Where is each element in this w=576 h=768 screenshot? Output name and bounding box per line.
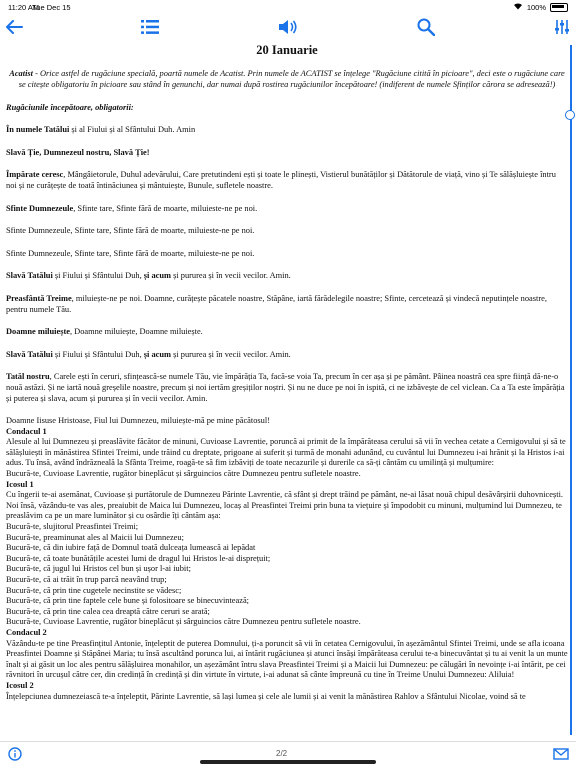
status-time: 11:20 AM <box>8 3 40 12</box>
back-arrow-icon <box>5 20 23 34</box>
mail-icon[interactable] <box>553 747 569 765</box>
icos-line: Bucură-te, Cuvioase Lavrentie, rugător bineplăcut și sârguincios către Dumnezeu pentru sufletele noastre. <box>6 617 361 627</box>
icos-line: Bucură-te, că prin tine cugetele necinstite se vădesc; <box>6 585 182 595</box>
condac-refrain: Bucură-te, Cuvioase Lavrentie, rugător bineplăcut și sârguincios către Dumnezeu pentru sufletele noastre. <box>6 469 361 479</box>
icos-line: Bucură-te, preaminunat ales al Maicii lui Dumnezeu; <box>6 532 184 542</box>
icos-line: Bucură-te, că prin tine faptele cele bune și folositoare se binecuvintează; <box>6 596 249 606</box>
scrollbar-thumb[interactable] <box>565 110 575 120</box>
icos-line: Bucură-te, că toate bunătățile acestei lumi de dragul lui Hristos le-ai disprețuit; <box>6 553 271 563</box>
prayer-paragraph: Slavă Tatălui și Fiului și Sfântului Duh, și acum și pururea și în vecii vecilor. Amin. <box>6 349 291 359</box>
section-heading: Rugăciunile începătoare, obligatorii: <box>6 102 134 112</box>
toolbar <box>0 14 576 40</box>
condac-heading: Condacul 2 <box>6 627 47 637</box>
prayer-paragraph: În numele Tatălui și al Fiului și al Sfântului Duh. Amin <box>6 125 196 135</box>
icos-heading: Icosul 1 <box>6 479 34 489</box>
intro-text: - Orice astfel de rugăciune specială, poartă numele de Acatist. Prin numele de ACATIST se înțelege "Rugăciune citită în picioare", deci este o rugăciune care se citește obligatoriu în picioare sau stând în genunchi, dar numai după rostirea rugăciunilor începătoare! (indiferent de numele Sfinților cărora se adresează!) <box>18 68 565 90</box>
settings-sliders-icon <box>554 19 570 35</box>
wifi-icon <box>513 2 523 12</box>
speaker-icon <box>278 19 298 35</box>
status-right <box>513 2 568 12</box>
back-button[interactable] <box>0 14 28 40</box>
intro-paragraph <box>8 68 566 91</box>
icos-line: Bucură-te, că prin tine calea cea dreaptă către ceruri se arată; <box>6 606 210 616</box>
prayer-line: Doamne Iisuse Hristoase, Fiul lui Dumnezeu, miluiește-mă pe mine păcătosul! <box>6 416 270 426</box>
search-icon <box>417 18 435 36</box>
prayer-paragraph: Tatăl nostru, Carele ești în ceruri, sfințească-se numele Tău, vie împărăția Ta, facă-se voia Ta, precum în cer așa și pe pământ. Pâinea noastră cea spre ființă dă-ne-o nouă astăzi. Și ne iartă nouă greșelile noastre, precum și noi iertăm greșiților noștri. Și nu ne duce pe noi în ispită, ci ne izbăvește de cel viclean. Ca a Ta este împărăția și puterea și slava, acum și pururea și în vecii vecilor. Amin. <box>6 372 565 403</box>
audio-button[interactable] <box>274 14 302 40</box>
reader-content[interactable] <box>6 40 568 740</box>
icos-line: Bucură-te, că ai trăit în trup parcă neavând trup; <box>6 575 167 584</box>
akathist-body <box>6 416 568 702</box>
prayer-paragraph: Sfinte Dumnezeule, Sfinte tare, Sfinte fără de moarte, miluieste-ne pe noi. <box>6 203 258 213</box>
icos-heading: Icosul 2 <box>6 680 34 690</box>
info-icon[interactable] <box>8 747 22 766</box>
condac-text: Alesule al lui Dumnezeu și preaslăvite făcător de minuni, Cuvioase Lavrentie, poruncă ai primit de la împărăteasa cerului să vii în vechea cetate a Cernigovului și să te sălășluiești în mănăstirea Sfintei Treimi, unde trăind cu dreptate, prigoane ai suferit și turmă de monahi adunând, cu cuvântul lui Dumnezeu i-ai hrănit și la Hristos i-ai adus. Tu însă, având îndrăzneală la Sfânta Treime, roagă-te să fim izbăviți de toate necazurile și durerile ca să-ți cântăm cu umilință și mulțumire: <box>6 437 566 468</box>
battery-percent: 100% <box>526 2 546 12</box>
settings-button[interactable] <box>548 14 576 40</box>
status-bar <box>0 0 576 14</box>
scrollbar-track[interactable] <box>570 45 572 735</box>
icos-line: Bucură-te, că jugul lui Hristos cel bun și ușor l-ai iubit; <box>6 564 191 574</box>
prayer-paragraph: Slavă Tatălui și Fiului și Sfântului Duh, și acum și pururea și în vecii vecilor. Amin. <box>6 271 291 281</box>
prayer-paragraph: Doamne miluiește, Doamne miluiește, Doamne miluiește. <box>6 327 203 337</box>
intro-bold: Acatist <box>9 68 33 78</box>
icos-line: Bucură-te, slujitorul Preasfintei Treimi; <box>6 522 139 532</box>
icos-text: Cu îngerii te-ai asemănat, Cuvioase și purtătorule de Dumnezeu Părinte Lavrentie, că sfânt și drept trăind pe pământ, ne-ai lăsat nouă chipul desăvârșirii duhovnicești. Noi însă, văzându-te vas ales, preaiubit de Maica lui Dumnezeu, locaș al Preasfintei Treimi prin buna ta viețuire și împodobit cu minuni, mulțumind lui Dumnezeu, te preaslăvim ca pe un mare luminător și cu osârdie îți cântăm așa: <box>6 490 563 521</box>
bottom-bar <box>0 741 576 768</box>
condac-heading: Condacul 1 <box>6 426 47 436</box>
icos-text: Înțelepciunea dumnezeiască te-a înțeleptit, Părinte Lavrentie, să lași lumea și cele ale lumii și ai venit la mănăstirea Rahlov a Sfântului Nicolae, voind să te <box>6 691 526 701</box>
page-title: 20 Ianuarie <box>256 43 318 57</box>
prayer-paragraph: Sfinte Dumnezeule, Sfinte tare, Sfinte fără de moarte, miluieste-ne pe noi. <box>6 248 255 258</box>
prayer-paragraph: Sfinte Dumnezeule, Sfinte tare, Sfinte fără de moarte, miluieste-ne pe noi. <box>6 226 255 236</box>
prayer-paragraph: Împărate ceresc, Mângâietorule, Duhul adevărului, Care pretutindeni ești și toate le plinești, Vistierul bunătăților și Dătătorule de viață, vino și Te sălășluiește întru noi și ne curățește de toată întinăciunea și mântuiește, Bunule, sufletele noastre. <box>6 170 556 190</box>
search-button[interactable] <box>412 14 440 40</box>
icos-line: Bucură-te, că din iubire față de Domnul toată dulceața lumească ai lepădat <box>6 543 256 553</box>
status-date: Tue Dec 15 <box>32 3 71 12</box>
page-indicator: 2/2 <box>276 749 288 758</box>
prayer-paragraph: Preasfântă Treime, miluiește-ne pe noi. Doamne, curățește păcatele noastre, Stăpâne, iartă fărădelegile noastre; Sfinte, cercetează și vindecă neputințele noastre, pentru numele Tău. <box>6 293 547 314</box>
home-indicator[interactable] <box>200 760 376 764</box>
battery-icon <box>550 3 568 12</box>
prayer-paragraph: Slavă Ție, Dumnezeul nostru, Slavă Ție! <box>6 147 150 157</box>
condac-text: Văzându-te pe tine Preasfințitul Antonie, înțeleptit de puterea Domnului, ți-a poruncit să vii în cetatea Cernigovului, în așezământul Sfintei Treimi, unde se afla icoana Preasfintei Doamne și Stăpânei Maria; tu însă ascultând porunca lui, ai întărit rugăciunea și atunci însăși împărăteasa cerului te-a binecuvântat și tu ai venit la un munte înalt și ai găsit un loc ales pentru sălășluirea monahilor, un așezământ întru slava Preasfintei Treimi și a Maicii lui Dumnezeu: pe călugări în nevoințe i-ai întărit, pe cei răvnitori în urcușul către cer, din credință în credință și din virtute în virtute, i-ai adunat să cânte împreună cu tine în Treime Unului Dumnezeu: Aliluia! <box>6 638 568 680</box>
contents-button[interactable] <box>136 14 164 40</box>
list-icon <box>141 19 159 35</box>
